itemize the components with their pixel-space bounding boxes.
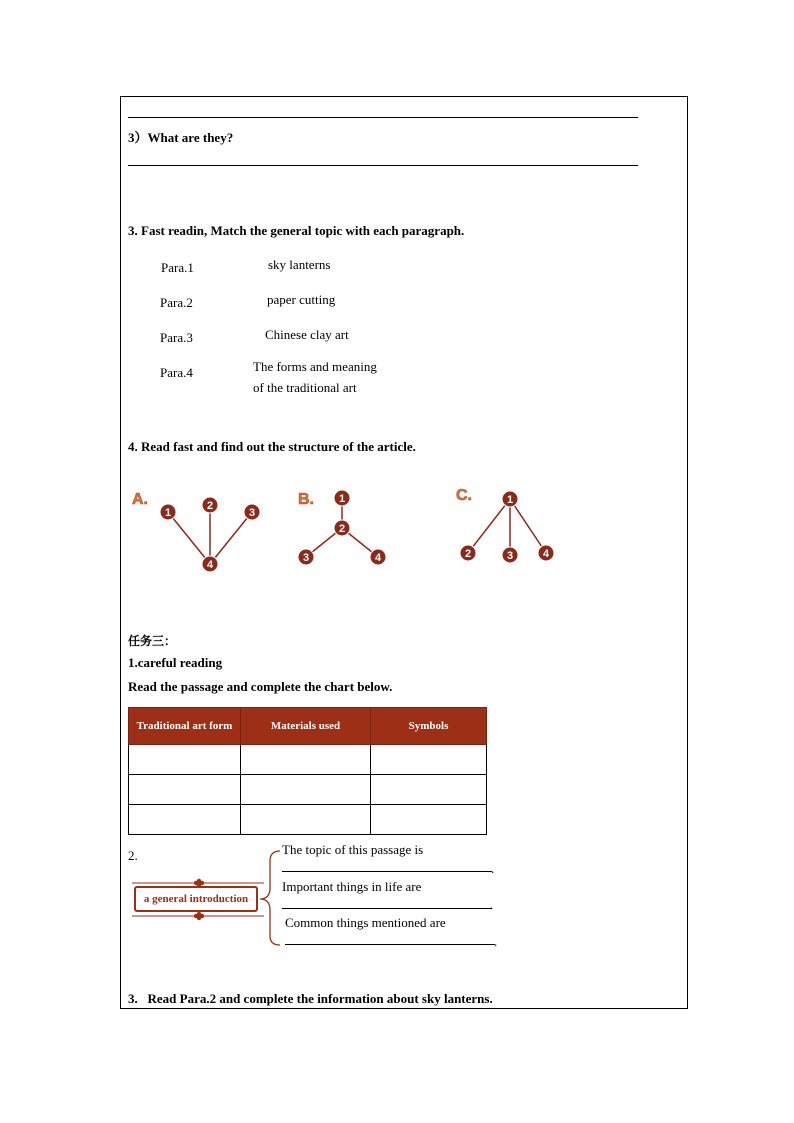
option-c-label[interactable]: C. xyxy=(456,487,472,504)
topic-option: sky lanterns xyxy=(268,257,331,272)
table-row xyxy=(129,745,487,775)
item-2-number: 2. xyxy=(128,848,138,863)
art-form-chart xyxy=(128,707,487,835)
para-label: Para.1 xyxy=(161,260,194,275)
header-art-form: Traditional art form xyxy=(129,708,241,745)
table-cell[interactable] xyxy=(241,745,371,775)
period: . xyxy=(491,861,495,876)
question-3-label: 3）What are they? xyxy=(128,130,234,145)
node-b3-label: 3 xyxy=(302,552,310,564)
table-cell[interactable] xyxy=(129,745,241,775)
table-cell[interactable] xyxy=(129,805,241,835)
topic-option: paper cutting xyxy=(267,292,336,307)
node-b4-label: 4 xyxy=(374,552,382,564)
table-cell[interactable] xyxy=(241,775,371,805)
table-cell[interactable] xyxy=(371,745,487,775)
header-symbols: Symbols xyxy=(371,708,487,745)
section3-heading: 任务三： xyxy=(128,634,177,648)
table-cell[interactable] xyxy=(371,805,487,835)
node-a1-label: 1 xyxy=(164,507,172,519)
period: . xyxy=(490,897,494,912)
node-c3-label: 3 xyxy=(506,550,514,562)
table-cell[interactable] xyxy=(129,775,241,805)
task3-heading: 3. Fast readin, Match the general topic with each paragraph. xyxy=(128,223,465,238)
header-materials: Materials used xyxy=(241,708,371,745)
topic-option-line2: of the traditional art xyxy=(253,380,357,395)
answer-line[interactable] xyxy=(128,117,638,118)
topic-option: Chinese clay art xyxy=(265,327,349,342)
node-a2-label: 2 xyxy=(206,500,214,512)
chart-instruction: Read the passage and complete the chart below. xyxy=(128,679,393,694)
answer-line[interactable] xyxy=(128,165,638,166)
node-a3-label: 3 xyxy=(248,507,256,519)
table-cell[interactable] xyxy=(371,775,487,805)
para-label: Para.2 xyxy=(160,295,193,310)
table-cell[interactable] xyxy=(241,805,371,835)
task4-heading: 4. Read fast and find out the structure of the article. xyxy=(128,439,416,454)
blank-line[interactable] xyxy=(285,944,495,945)
option-b-label[interactable]: B. xyxy=(298,491,314,508)
topic-option: The forms and meaning xyxy=(253,359,377,374)
option-a-label[interactable]: A. xyxy=(132,491,148,508)
node-b2-label: 2 xyxy=(338,523,346,535)
node-b1-label: 1 xyxy=(338,493,346,505)
node-a4-label: 4 xyxy=(206,559,214,571)
node-c2-label: 2 xyxy=(464,548,472,560)
intro-line-3: Common things mentioned are xyxy=(285,915,446,930)
structure-diagrams xyxy=(120,480,580,580)
blank-line[interactable] xyxy=(282,871,492,872)
node-c1-label: 1 xyxy=(506,494,514,506)
table-row xyxy=(129,805,487,835)
para-label: Para.3 xyxy=(160,330,193,345)
intro-line-2: Important things in life are xyxy=(282,879,422,894)
para2-instruction: 3. Read Para.2 and complete the information about sky lanterns. xyxy=(128,991,493,1006)
table-row xyxy=(129,775,487,805)
general-introduction-box: a general introduction xyxy=(134,886,258,912)
period: . xyxy=(494,934,498,949)
curly-brace xyxy=(258,848,284,948)
blank-line[interactable] xyxy=(282,908,492,909)
intro-line-1: The topic of this passage is xyxy=(282,842,424,857)
para-label: Para.4 xyxy=(160,365,193,380)
careful-reading-label: 1.careful reading xyxy=(128,655,223,670)
node-c4-label: 4 xyxy=(542,548,550,560)
